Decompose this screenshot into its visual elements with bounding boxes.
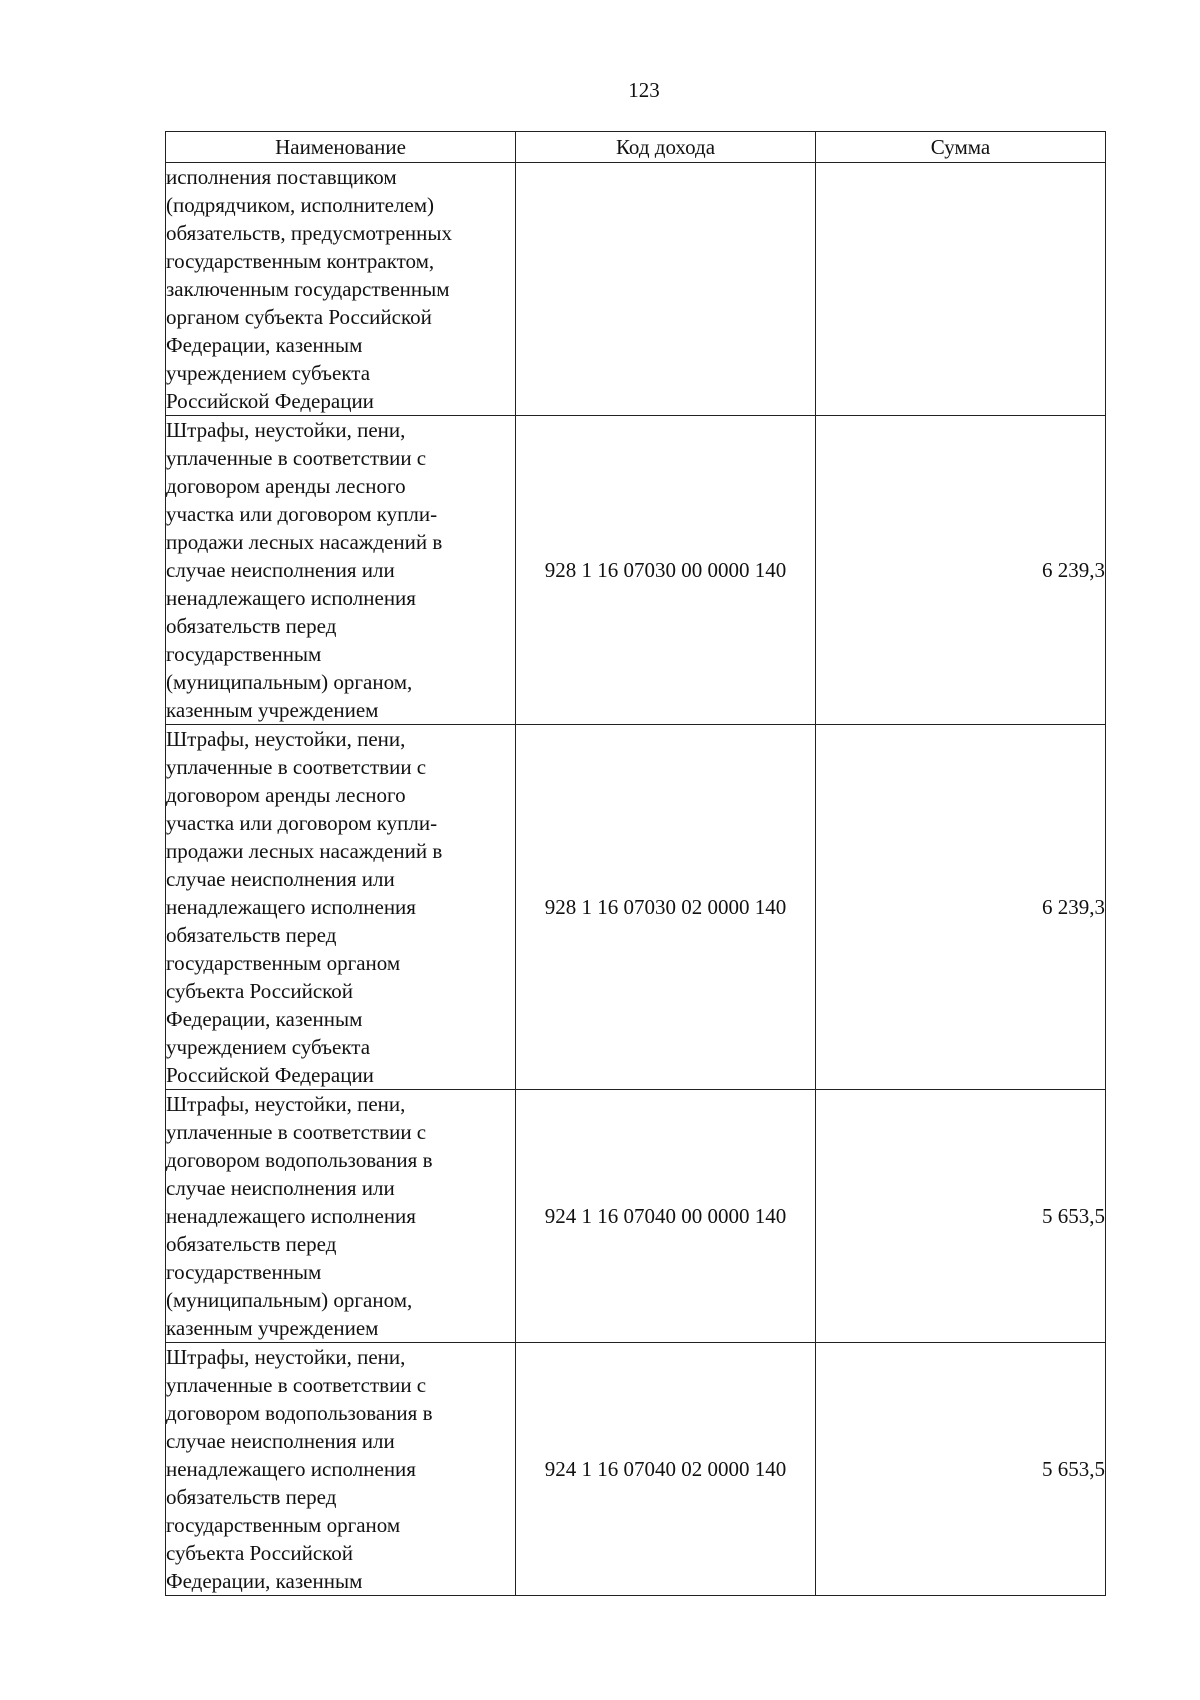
- table-row: [166, 725, 1106, 1090]
- row-code: 928 1 16 07030 02 0000 140: [516, 725, 816, 1090]
- name-line: ненадлежащего исполнения: [166, 895, 416, 919]
- name-line: договором водопользования в: [166, 1148, 433, 1172]
- name-line: продажи лесных насаждений в: [166, 839, 443, 863]
- name-line: Федерации, казенным: [166, 1007, 363, 1031]
- name-line: Федерации, казенным: [166, 1569, 363, 1593]
- table-row: [166, 1090, 1106, 1343]
- table-row: [166, 163, 1106, 416]
- table-row: [166, 1343, 1106, 1596]
- name-line: Штрафы, неустойки, пени,: [166, 1092, 406, 1116]
- row-code: [516, 163, 816, 416]
- name-line: договором аренды лесного: [166, 474, 406, 498]
- name-line: Российской Федерации: [166, 1063, 374, 1087]
- name-line: учреждением субъекта: [166, 361, 371, 385]
- name-line: Штрафы, неустойки, пени,: [166, 1345, 406, 1369]
- name-line: государственным контрактом,: [166, 249, 435, 273]
- name-line: ненадлежащего исполнения: [166, 1457, 416, 1481]
- name-line: субъекта Российской: [166, 979, 354, 1003]
- name-line: Российской Федерации: [166, 389, 374, 413]
- row-code: 928 1 16 07030 00 0000 140: [516, 416, 816, 725]
- name-line: Штрафы, неустойки, пени,: [166, 418, 406, 442]
- row-sum: 6 239,3: [816, 416, 1106, 725]
- name-line: договором водопользования в: [166, 1401, 433, 1425]
- name-line: продажи лесных насаждений в: [166, 530, 443, 554]
- header-name: Наименование: [166, 132, 516, 163]
- row-name: [166, 1343, 516, 1596]
- row-sum: 5 653,5: [816, 1090, 1106, 1343]
- name-line: ненадлежащего исполнения: [166, 1204, 416, 1228]
- name-line: обязательств перед: [166, 1232, 337, 1256]
- row-name: [166, 416, 516, 725]
- name-line: обязательств, предусмотренных: [166, 221, 453, 245]
- table-row: [166, 416, 1106, 725]
- name-line: государственным органом: [166, 951, 401, 975]
- name-line: случае неисполнения или: [166, 558, 395, 582]
- name-line: участка или договором купли-: [166, 811, 438, 835]
- name-line: уплаченные в соответствии с: [166, 1120, 427, 1144]
- page-number: 123: [628, 78, 660, 102]
- name-line: обязательств перед: [166, 1485, 337, 1509]
- name-line: государственным: [166, 1260, 322, 1284]
- name-line: субъекта Российской: [166, 1541, 354, 1565]
- header-sum: Сумма: [816, 132, 1106, 163]
- name-line: случае неисполнения или: [166, 867, 395, 891]
- income-table: [165, 131, 1106, 1596]
- name-line: (подрядчиком, исполнителем): [166, 193, 435, 217]
- name-line: (муниципальным) органом,: [166, 1288, 413, 1312]
- name-line: учреждением субъекта: [166, 1035, 371, 1059]
- name-line: участка или договором купли-: [166, 502, 438, 526]
- name-line: (муниципальным) органом,: [166, 670, 413, 694]
- name-line: Штрафы, неустойки, пени,: [166, 727, 406, 751]
- name-line: Федерации, казенным: [166, 333, 363, 357]
- name-line: обязательств перед: [166, 614, 337, 638]
- row-name: [166, 725, 516, 1090]
- row-sum: 5 653,5: [816, 1343, 1106, 1596]
- row-name: [166, 1090, 516, 1343]
- name-line: государственным органом: [166, 1513, 401, 1537]
- row-code: 924 1 16 07040 02 0000 140: [516, 1343, 816, 1596]
- name-line: уплаченные в соответствии с: [166, 446, 427, 470]
- name-line: государственным: [166, 642, 322, 666]
- name-line: случае неисполнения или: [166, 1429, 395, 1453]
- row-sum: [816, 163, 1106, 416]
- row-sum: 6 239,3: [816, 725, 1106, 1090]
- name-line: обязательств перед: [166, 923, 337, 947]
- name-line: заключенным государственным: [166, 277, 450, 301]
- table-header-row: [166, 132, 1106, 163]
- name-line: уплаченные в соответствии с: [166, 1373, 427, 1397]
- name-line: казенным учреждением: [166, 698, 379, 722]
- name-line: уплаченные в соответствии с: [166, 755, 427, 779]
- name-line: казенным учреждением: [166, 1316, 379, 1340]
- name-line: ненадлежащего исполнения: [166, 586, 416, 610]
- name-line: договором аренды лесного: [166, 783, 406, 807]
- row-name: [166, 163, 516, 416]
- row-code: 924 1 16 07040 00 0000 140: [516, 1090, 816, 1343]
- name-line: исполнения поставщиком: [166, 165, 397, 189]
- name-line: органом субъекта Российской: [166, 305, 432, 329]
- name-line: случае неисполнения или: [166, 1176, 395, 1200]
- table-body: [166, 163, 1106, 1596]
- header-code: Код дохода: [516, 132, 816, 163]
